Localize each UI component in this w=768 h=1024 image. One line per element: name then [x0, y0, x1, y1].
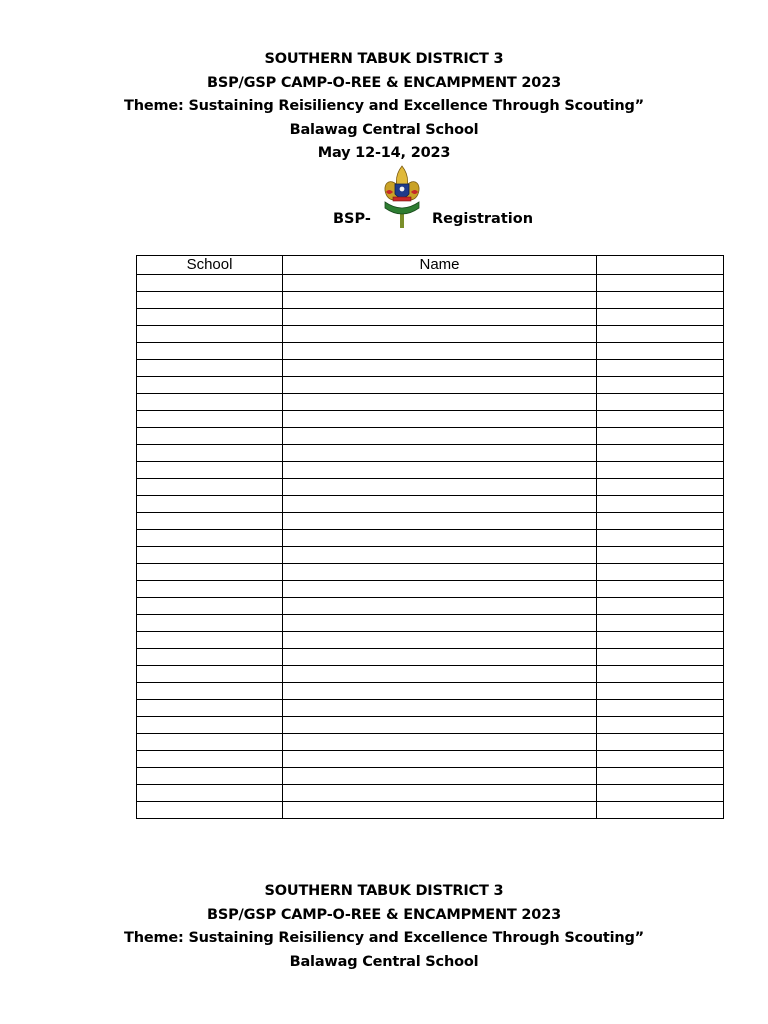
- extra-cell: [597, 411, 724, 428]
- table-row: [137, 717, 724, 734]
- name-cell: [283, 802, 597, 819]
- extra-cell: [597, 547, 724, 564]
- name-cell: [283, 343, 597, 360]
- name-cell: [283, 292, 597, 309]
- table-row: [137, 768, 724, 785]
- school-cell: [137, 377, 283, 394]
- column-header-extra: [597, 256, 724, 275]
- extra-cell: [597, 615, 724, 632]
- table-row: [137, 326, 724, 343]
- school-cell: [137, 343, 283, 360]
- name-cell: [283, 462, 597, 479]
- table-row: [137, 309, 724, 326]
- name-cell: [283, 428, 597, 445]
- name-cell: [283, 751, 597, 768]
- name-cell: [283, 326, 597, 343]
- extra-cell: [597, 768, 724, 785]
- school-cell: [137, 292, 283, 309]
- extra-cell: [597, 326, 724, 343]
- scout-emblem-icon: [381, 164, 423, 230]
- name-cell: [283, 785, 597, 802]
- name-cell: [283, 547, 597, 564]
- name-cell: [283, 411, 597, 428]
- name-cell: [283, 445, 597, 462]
- name-cell: [283, 496, 597, 513]
- table-row: [137, 615, 724, 632]
- extra-cell: [597, 564, 724, 581]
- school-cell: [137, 496, 283, 513]
- name-cell: [283, 479, 597, 496]
- extra-cell: [597, 394, 724, 411]
- table-row: [137, 734, 724, 751]
- table-row: [137, 649, 724, 666]
- table-row: [137, 428, 724, 445]
- extra-cell: [597, 717, 724, 734]
- school-cell: [137, 598, 283, 615]
- name-cell: [283, 598, 597, 615]
- table-header-row: [137, 256, 724, 275]
- extra-cell: [597, 309, 724, 326]
- school-cell: [137, 513, 283, 530]
- school-cell: [137, 615, 283, 632]
- table-row: [137, 598, 724, 615]
- extra-cell: [597, 479, 724, 496]
- school-cell: [137, 734, 283, 751]
- table-row: [137, 479, 724, 496]
- name-cell: [283, 632, 597, 649]
- event-title: BSP/GSP CAMP-O-REE & ENCAMPMENT 2023: [207, 74, 561, 91]
- table-row: [137, 462, 724, 479]
- extra-cell: [597, 785, 724, 802]
- school-cell: [137, 428, 283, 445]
- extra-cell: [597, 802, 724, 819]
- registration-table: [136, 255, 724, 819]
- table-row: [137, 292, 724, 309]
- school-cell: [137, 700, 283, 717]
- name-cell: [283, 683, 597, 700]
- table-row: [137, 785, 724, 802]
- table-row: [137, 547, 724, 564]
- theme-line: Theme: Sustaining Reisiliency and Excellence Through Scouting”: [124, 98, 644, 114]
- extra-cell: [597, 360, 724, 377]
- name-cell: [283, 275, 597, 292]
- table-row: [137, 581, 724, 598]
- extra-cell: [597, 428, 724, 445]
- table-row: [137, 666, 724, 683]
- name-cell: [283, 530, 597, 547]
- school-cell: [137, 768, 283, 785]
- theme-line: Theme: Sustaining Reisiliency and Excellence Through Scouting”: [124, 930, 644, 946]
- table-row: [137, 530, 724, 547]
- extra-cell: [597, 632, 724, 649]
- school-cell: [137, 802, 283, 819]
- school-cell: [137, 547, 283, 564]
- document-heading: [0, 48, 768, 166]
- table-row: [137, 683, 724, 700]
- school-cell: [137, 785, 283, 802]
- extra-cell: [597, 377, 724, 394]
- school-cell: [137, 751, 283, 768]
- table-row: [137, 496, 724, 513]
- table-row: [137, 445, 724, 462]
- name-cell: [283, 564, 597, 581]
- school-cell: [137, 275, 283, 292]
- table-row: [137, 564, 724, 581]
- name-cell: [283, 360, 597, 377]
- extra-cell: [597, 343, 724, 360]
- extra-cell: [597, 649, 724, 666]
- name-cell: [283, 394, 597, 411]
- extra-cell: [597, 700, 724, 717]
- school-cell: [137, 632, 283, 649]
- extra-cell: [597, 683, 724, 700]
- name-cell: [283, 666, 597, 683]
- school-cell: [137, 462, 283, 479]
- school-cell: [137, 360, 283, 377]
- name-cell: [283, 734, 597, 751]
- name-cell: [283, 513, 597, 530]
- table-row: [137, 411, 724, 428]
- venue-line: Balawag Central School: [289, 953, 479, 970]
- school-cell: [137, 445, 283, 462]
- school-cell: [137, 479, 283, 496]
- extra-cell: [597, 734, 724, 751]
- column-header-name: Name: [283, 256, 597, 275]
- registration-suffix: Registration: [432, 211, 534, 227]
- school-cell: [137, 666, 283, 683]
- table-row: [137, 343, 724, 360]
- name-cell: [283, 377, 597, 394]
- district-title: SOUTHERN TABUK DISTRICT 3: [264, 883, 504, 899]
- table-row: [137, 394, 724, 411]
- extra-cell: [597, 445, 724, 462]
- extra-cell: [597, 598, 724, 615]
- column-header-school: School: [137, 256, 283, 275]
- table-row: [137, 700, 724, 717]
- school-cell: [137, 717, 283, 734]
- name-cell: [283, 615, 597, 632]
- table-row: [137, 632, 724, 649]
- table-row: [137, 802, 724, 819]
- name-cell: [283, 649, 597, 666]
- extra-cell: [597, 462, 724, 479]
- extra-cell: [597, 275, 724, 292]
- extra-cell: [597, 292, 724, 309]
- extra-cell: [597, 496, 724, 513]
- registration-prefix: BSP-: [333, 211, 371, 227]
- table-body: [137, 275, 724, 819]
- school-cell: [137, 649, 283, 666]
- table-row: [137, 360, 724, 377]
- table-row: [137, 377, 724, 394]
- school-cell: [137, 411, 283, 428]
- name-cell: [283, 581, 597, 598]
- extra-cell: [597, 751, 724, 768]
- school-cell: [137, 683, 283, 700]
- name-cell: [283, 309, 597, 326]
- venue-line: Balawag Central School: [289, 121, 479, 138]
- name-cell: [283, 700, 597, 717]
- date-line: May 12-14, 2023: [317, 145, 451, 161]
- school-cell: [137, 309, 283, 326]
- event-title: BSP/GSP CAMP-O-REE & ENCAMPMENT 2023: [207, 906, 561, 923]
- extra-cell: [597, 530, 724, 547]
- table-row: [137, 275, 724, 292]
- school-cell: [137, 581, 283, 598]
- school-cell: [137, 326, 283, 343]
- extra-cell: [597, 666, 724, 683]
- table-row: [137, 513, 724, 530]
- school-cell: [137, 394, 283, 411]
- second-page-heading: [0, 880, 768, 974]
- school-cell: [137, 564, 283, 581]
- district-title: SOUTHERN TABUK DISTRICT 3: [264, 51, 504, 67]
- extra-cell: [597, 513, 724, 530]
- name-cell: [283, 717, 597, 734]
- name-cell: [283, 768, 597, 785]
- extra-cell: [597, 581, 724, 598]
- school-cell: [137, 530, 283, 547]
- table-row: [137, 751, 724, 768]
